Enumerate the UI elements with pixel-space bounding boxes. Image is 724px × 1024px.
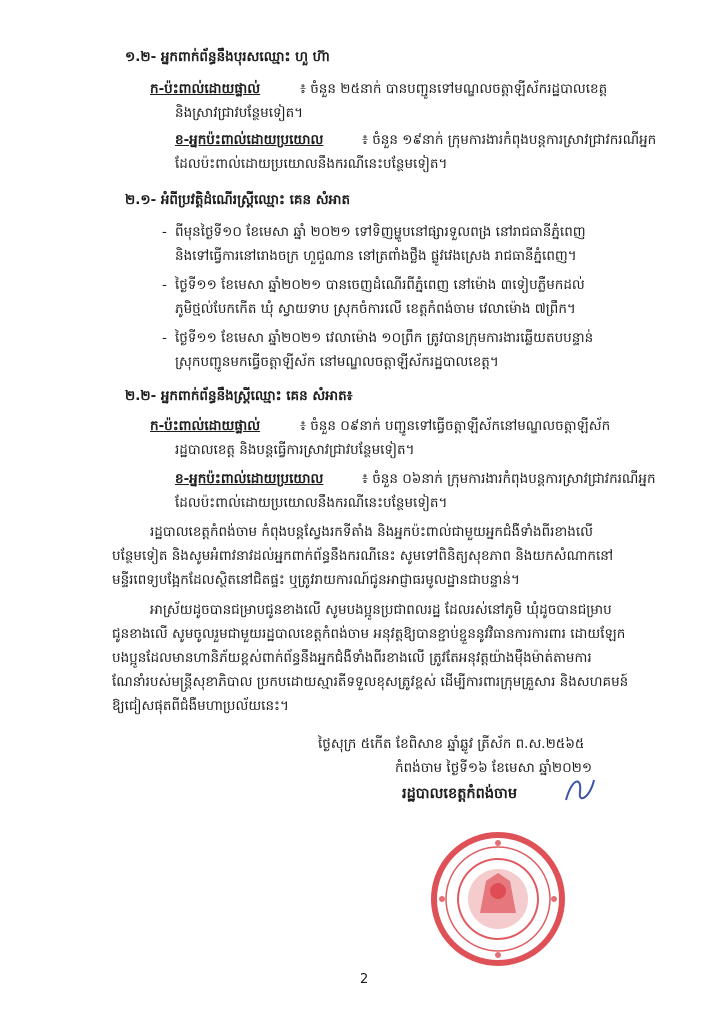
s22-indirect-text: ៖ ចំនួន ០៦នាក់ ក្រុមការងារកំពុងបន្តការស្រាវជ្រាវករណីអ្នក	[362, 471, 656, 487]
official-seal-icon	[428, 829, 568, 969]
s21-item2-line2: ភូមិថ្មល់បែកកើត ឃុំ ស្វាយទាប ស្រុកចំការលើ ខេត្តកំពង់ចាម វេលាម៉ោង ៧ព្រឹក។	[175, 301, 576, 317]
paragraph-2-line-2: ជូនខាងលើ សូមចូលរួមជាមួយរដ្ឋបាលខេត្តកំពង់ចាម អនុវត្តឱ្យបានខ្ជាប់ខ្ជួននូវវិធានការការពារ ដោយឡែក	[112, 626, 626, 642]
s21-item2-line1: ថ្ងៃទី១១ ខែមេសា ឆ្នាំ២០២១ បានចេញដំណើរពីភ្នំពេញ នៅម៉ោង ៣ទៀបភ្លឺមកដល់	[175, 277, 585, 293]
s21-item1-line2: និងទៅធ្វើការនៅរោងចក្រ ហួជួណាន នៅត្រពាំងថ្លឹង ផ្លូវវេងស្រេង រាជធានីភ្នំពេញ។	[175, 248, 577, 264]
s22-direct-text: ៖ ចំនួន ០៩នាក់ បញ្ជូនទៅធ្វើចត្តាឡីស័កនៅមណ្ឌលចត្តាឡីស័ក	[300, 418, 611, 434]
s12-indirect-label: ខ-អ្នកប៉ះពាល់ដោយប្រយោល	[175, 132, 324, 148]
paragraph-2-line-4: ណែនាំរបស់មន្ត្រីសុខាភិបាល ប្រកបដោយស្មារតីទទួលខុសត្រូវខ្ពស់ ដើម្បីការពារក្រុមគ្រួសារ និងសហគមន៍	[112, 674, 629, 690]
list-bullet-dash: -	[162, 277, 167, 293]
s22-direct-text-cont: រដ្ឋបាលខេត្ត និងបន្តធ្វើការស្រាវជ្រាវបន្ថែមទៀត។	[175, 442, 415, 458]
list-bullet-dash: -	[162, 330, 167, 346]
paragraph-2-line-5: ឱ្យជៀសផុតពីជំងឺមហាប្រល័យនេះ។	[112, 698, 289, 714]
s22-direct-label: ក-ប៉ះពាល់ដោយផ្ទាល់	[150, 418, 261, 434]
solar-date: កំពង់ចាម ថ្ងៃទី១៦ ខែមេសា ឆ្នាំ២០២១	[395, 760, 593, 776]
paragraph-1-line-2: បន្ថែមទៀត និងសូមអំពាវនាវដល់អ្នកពាក់ព័ន្ធនឹងករណីនេះ សូមទៅពិនិត្យសុខភាព និងយកសំណាកនៅ	[112, 548, 614, 564]
s12-indirect-text: ៖ ចំនួន ១៩នាក់ ក្រុមការងារកំពុងបន្តការស្រាវជ្រាវករណីអ្នក	[362, 132, 657, 148]
paragraph-2-line-1: អាស្រ័យដូចបានជម្រាបជូនខាងលើ សូមបងប្អូនប្រជាពលរដ្ឋ ដែលរស់នៅភូមិ ឃុំដូចបានជម្រាប	[150, 602, 612, 618]
issuing-authority: រដ្ឋបាលខេត្តកំពង់ចាម	[402, 786, 518, 802]
paragraph-1-line-1: រដ្ឋបាលខេត្តកំពង់ចាម កំពុងបន្តស្វែងរកទីតាំង និងអ្នកប៉ះពាល់ជាមួយអ្នកជំងឺទាំងពីរខាងលើ	[150, 524, 593, 540]
s22-indirect-label: ខ-អ្នកប៉ះពាល់ដោយប្រយោល	[175, 471, 324, 487]
section-2-1-heading: ២.១- អំពីប្រវត្តិដំណើរស្ត្រីឈ្មោះ គេន សំអាត	[125, 192, 351, 208]
s12-indirect-text-cont: ដែលប៉ះពាល់ដោយប្រយោលនឹងករណីនេះបន្ថែមទៀត។	[175, 156, 448, 172]
list-bullet-dash: -	[162, 224, 167, 240]
lunar-date: ថ្ងៃសុក្រ ៥កើត ខែពិសាខ ឆ្នាំឆ្លូវ ត្រីស័ក ព.ស.២៥៦៥	[318, 736, 585, 752]
paragraph-2-line-3: បងប្អូនដែលមានហានិភ័យខ្ពស់ពាក់ព័ន្ធនឹងអ្នកជំងឺទាំងពីរខាងលើ ត្រូវតែអនុវត្តយ៉ាងម៉ឺងម៉ាត់តាមការ	[112, 650, 592, 666]
section-1-2-heading: ១.២- អ្នកពាក់ព័ន្ធនឹងបុរសឈ្មោះ ហួ ហ៊ា	[125, 49, 330, 65]
s22-indirect-text-cont: ដែលប៉ះពាល់ដោយប្រយោលនឹងករណីនេះបន្ថែមទៀត។	[175, 495, 448, 511]
signature-mark	[560, 770, 600, 810]
s12-direct-label: ក-ប៉ះពាល់ដោយផ្ទាល់	[150, 81, 261, 97]
paragraph-1-line-3: មន្ទីរពេទ្យបង្អែកដែលស្ថិតនៅជិតផ្ទះ ឬត្រូវរាយការណ៍ជូនអាជ្ញាធរមូលដ្ឋានជាបន្ទាន់។	[112, 572, 520, 588]
s21-item3-line2: ស្រុកបញ្ជូនមកធ្វើចត្តាឡីស័ក នៅមណ្ឌលចត្តាឡីស័ករដ្ឋបាលខេត្ត។	[175, 354, 499, 370]
s21-item3-line1: ថ្ងៃទី១១ ខែមេសា ឆ្នាំ២០២១ វេលាម៉ោង ១០ព្រឹក ត្រូវបានក្រុមការងារឆ្លើយតបបន្ទាន់	[175, 330, 594, 346]
s12-direct-text-cont: និងស្រាវជ្រាវបន្ថែមទៀត។	[175, 105, 304, 121]
s21-item1-line1: ពីមុនថ្ងៃទី១០ ខែមេសា ឆ្នាំ ២០២១ ទៅទិញម្ហូបនៅផ្សារទួលពង្រ នៅរាជធានីភ្នំពេញ	[175, 224, 586, 240]
page-number: 2	[360, 972, 369, 987]
s12-direct-text: ៖ ចំនួន ២៥នាក់ បានបញ្ជូនទៅមណ្ឌលចត្តាឡីស័ករដ្ឋបាលខេត្ត	[300, 81, 608, 97]
section-2-2-heading: ២.២- អ្នកពាក់ព័ន្ធនឹងស្ត្រីឈ្មោះ គេន សំអាត៖	[125, 388, 353, 404]
